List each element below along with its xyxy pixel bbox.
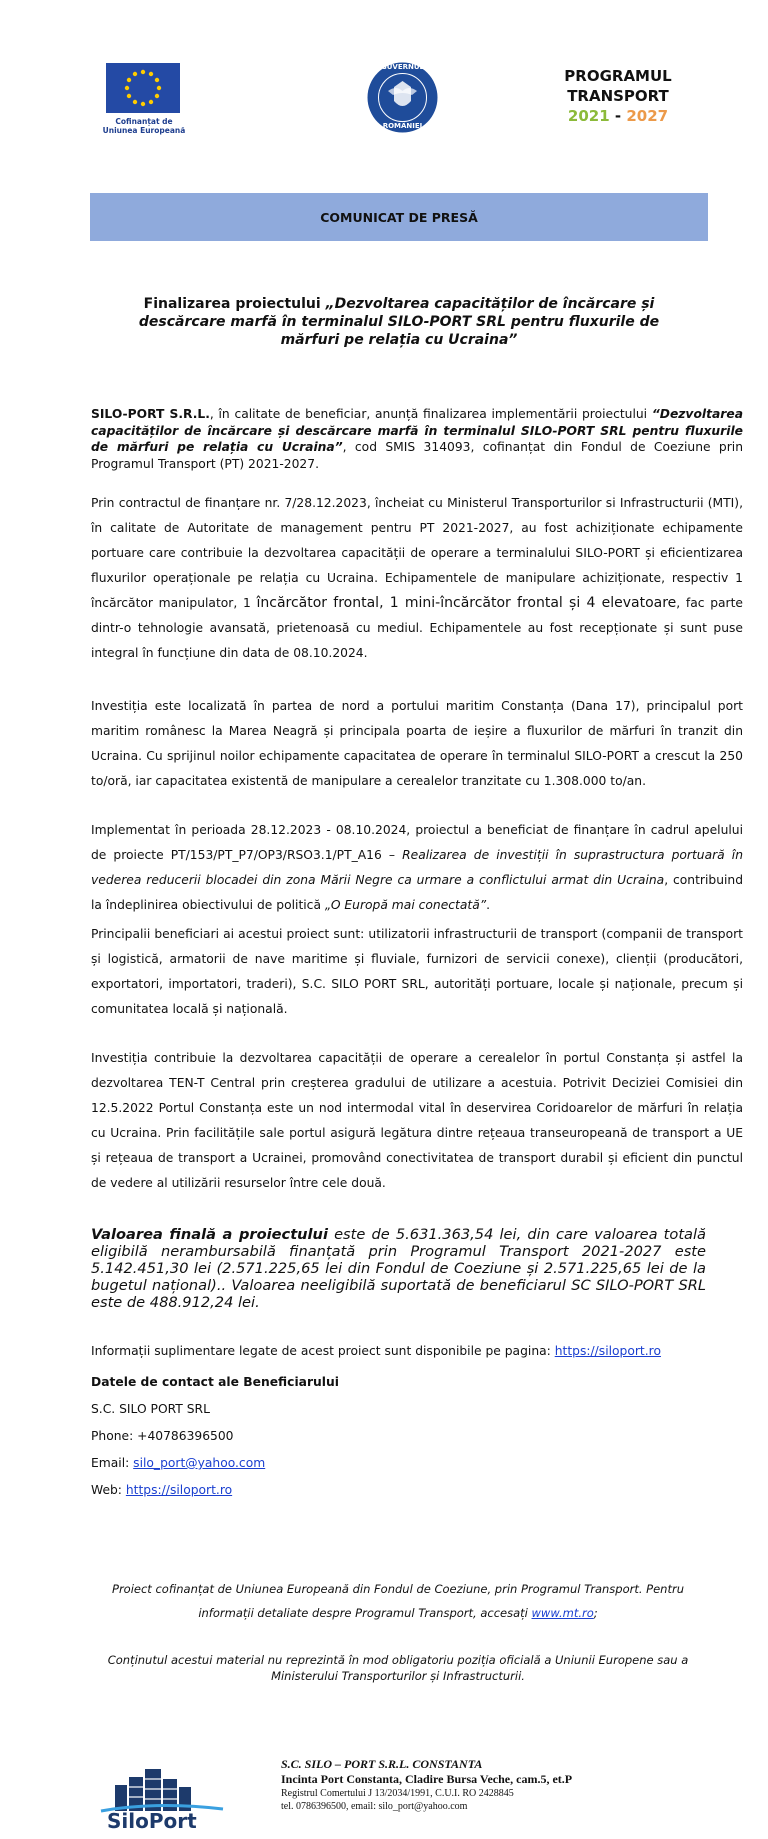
para5-text: Principalii beneficiari ai acestui proiect sunt: utilizatorii infrastructurii de transport (companii de transport și logistică, armatorii de nave maritime și fluviale, furnizori de servicii conexe), clienții (producători, exportatori, importatori, traderi), S.C. SILO PORT SRL, autorități portuare, locale și naționale, precum și comunitatea locală și națională. xyxy=(91,927,743,1016)
value-label: Valoarea finală a proiectului xyxy=(91,1226,328,1243)
more-info-text: Informații suplimentare legate de acest proiect sunt disponibile pe pagina: xyxy=(91,1344,555,1358)
intro-text1: , în calitate de beneficiar, anunță finalizarea implementării proiectului xyxy=(209,407,652,421)
siloport-logo xyxy=(97,1763,227,1831)
contact-web xyxy=(91,1477,691,1504)
contact-block xyxy=(91,1369,691,1504)
seal-text-bottom: ROMÂNIEI xyxy=(382,122,423,130)
romanian-government-seal xyxy=(366,61,439,134)
eu-caption xyxy=(96,117,192,135)
para4-text3: . xyxy=(486,898,491,912)
silo-buildings-icon xyxy=(97,1763,227,1813)
investment-paragraph xyxy=(91,1046,743,1196)
intro-paragraph xyxy=(91,406,743,472)
company-address: Incinta Port Constanta, Cladire Bursa Veche, cam.5, et.P xyxy=(281,1772,573,1786)
para2-equipment: încărcător frontal, 1 mini-încărcător frontal și 4 elevatoare xyxy=(256,595,677,611)
company-contact: tel. 0786396500, email: silo_port@yahoo.com xyxy=(281,1801,468,1812)
para2-text1: Prin contractul de finanțare nr. 7/28.12.2023, încheiat cu Ministerul Transporturilor si Infrastructurii (MTI), în calitate de Autoritate de management pentru PT 2021-2027, au fost achiziționate echipamente portuare care contribuie la dezvoltarea capacității de operare a terminalului SILO-PORT și eficientizarea fluxurilor operaționale pe relația cu Ucraina. Echipamentele de manipulare achiziționate, respectiv 1 încărcător manipulator, 1 xyxy=(91,496,743,610)
title-prefix: Finalizarea proiectului xyxy=(143,296,326,312)
eu-stars-icon xyxy=(106,63,180,113)
eu-caption-line2: Uniunea Europeană xyxy=(102,126,186,135)
para4-text2: , contribuind la îndeplinirea obiectivului de politică xyxy=(91,873,743,912)
project-value-paragraph xyxy=(91,1226,706,1311)
footer-note2-text: Conținutul acestui material nu reprezintă în mod obligatoriu poziția oficială a Uniunii Europene sau a Ministerului Transporturilor și Infrastructurii. xyxy=(107,1653,689,1683)
para4-call-title: Realizarea de investiții în suprastructura portuară în vederea reducerii blocadei din zona Mării Negre ca urmare a conflictului armat din Ucraina xyxy=(91,848,743,887)
para3-text: Investiția este localizată în partea de nord a portului maritim Constanța (Dana 17), principalul port maritim românesc la Marea Neagră și principala poarta de ieșire a fluxurilor de mărfuri în tranzit din Ucraina. Cu sprijinul noilor echipamente capacitatea de operare în terminalul SILO-PORT a crescut la 250 to/oră, iar capacitatea existentă de manipulare a cerealelor tranzitate cu 1.308.000 to/an. xyxy=(91,699,743,788)
siloport-logo-text: SiloPort xyxy=(107,1809,197,1833)
eu-caption-line1: Cofinanțat de xyxy=(115,117,173,126)
company-letterhead xyxy=(281,1757,721,1813)
contact-web-label: Web: xyxy=(91,1483,126,1497)
intro-company: SILO-PORT S.R.L. xyxy=(91,407,210,421)
company-name: S.C. SILO – PORT S.R.L. CONSTANTA xyxy=(281,1757,483,1771)
title-project-name: „Dezvoltarea capacităților de încărcare și descărcare marfă în terminalul SILO-PORT SRL pentru fluxurile de mărfuri pe relația cu Ucraina” xyxy=(138,296,660,348)
contact-web-link[interactable]: https://siloport.ro xyxy=(125,1483,233,1497)
contact-phone: Phone: +40786396500 xyxy=(91,1429,234,1443)
intro-text2: , cod SMIS 314093, cofinanțat din Fondul de Coeziune prin Programul Transport (PT) 2021-2027. xyxy=(91,440,743,471)
page-title xyxy=(112,295,686,349)
more-info-link[interactable]: https://siloport.ro xyxy=(554,1344,661,1358)
para4-text1: Implementat în perioada 28.12.2023 - 08.10.2024, proiectul a beneficiat de finanțare în cadrul apelului de proiecte PT/153/PT_P7/OP3/RSO3.1/PT_A16 – xyxy=(91,823,743,862)
more-info-line xyxy=(91,1342,743,1360)
banner-label: COMUNICAT DE PRESĂ xyxy=(320,209,478,225)
financing-paragraph xyxy=(91,491,743,666)
seal-text-top: GUVERNUL xyxy=(380,63,425,71)
footer-disclaimer xyxy=(88,1652,708,1684)
para2-text2: , fac parte dintr-o tehnologie avansată, prietenoasă cu mediul. Echipamentele au fost recepționate și sunt puse integral în funcțiune din data de 08.10.2024. xyxy=(91,596,744,660)
implementation-paragraph xyxy=(91,818,743,918)
contact-email-label: Email: xyxy=(91,1456,134,1470)
contact-email-link[interactable]: silo_port@yahoo.com xyxy=(133,1456,266,1470)
footer-note1-text: Proiect cofinanțat de Uniunea Europeană din Fondul de Coeziune, prin Programul Transport. Pentru informații detaliate despre Programul Transport, accesați xyxy=(112,1582,684,1620)
program-line1: PROGRAMUL xyxy=(564,67,672,85)
para4-policy: „O Europă mai conectată” xyxy=(324,898,487,912)
eu-flag-logo xyxy=(106,63,180,113)
program-year-sep: - xyxy=(614,107,622,125)
program-transport-logo xyxy=(558,66,678,126)
para6-text: Investiția contribuie la dezvoltarea capacității de operare a cerealelor în portul Constanța și astfel la dezvoltarea TEN-T Central prin creșterea gradului de utilizare a acestuia. Potrivit Deciziei Comisiei din 12.5.2022 Portul Constanța este un nod intermodal vital în deservirea Coridoarelor de mărfuri în relația cu Ucraina. Prin facilitățile sale portul asigură legătura dintre rețeaua transeuropeană de transport a UE și rețeaua de transport a Ucrainei, promovând conectivitatea de transport durabil și eficient din punctul de vedere al utilizării resurselor între cele două. xyxy=(91,1051,743,1190)
footer-mt-link[interactable]: www.mt.ro xyxy=(531,1606,594,1620)
company-registry: Registrul Comertului J 13/2034/1991, C.U.I. RO 2428845 xyxy=(281,1788,514,1799)
beneficiaries-paragraph xyxy=(91,922,743,1022)
program-year-start: 2021 xyxy=(567,107,610,125)
location-paragraph xyxy=(91,694,743,794)
press-release-banner xyxy=(90,193,708,241)
intro-project: “Dezvoltarea capacităților de încărcare și descărcare marfă în terminalul SILO-PORT SRL pentru fluxurile de mărfuri pe relația cu Ucraina” xyxy=(91,407,743,454)
value-text: este de 5.631.363,54 lei, din care valoarea totală eligibilă nerambursabilă finanțată prin Programul Transport 2021-2027 este 5.142.451,30 lei (2.571.225,65 lei din Fondul de Coeziune și 2.571.225,65 lei de la bugetul național).. Valoarea neeligibilă suportată de beneficiarul SC SILO-PORT SRL este de 488.912,24 lei. xyxy=(91,1226,706,1311)
contact-email xyxy=(91,1450,691,1477)
program-year-end: 2027 xyxy=(626,107,669,125)
footer-note1-end: ; xyxy=(593,1606,598,1620)
program-line2: TRANSPORT xyxy=(567,87,669,105)
footer-cofinancing-note xyxy=(88,1577,708,1625)
contact-company: S.C. SILO PORT SRL xyxy=(91,1402,210,1416)
contact-heading: Datele de contact ale Beneficiarului xyxy=(91,1375,339,1389)
program-years xyxy=(558,106,678,126)
